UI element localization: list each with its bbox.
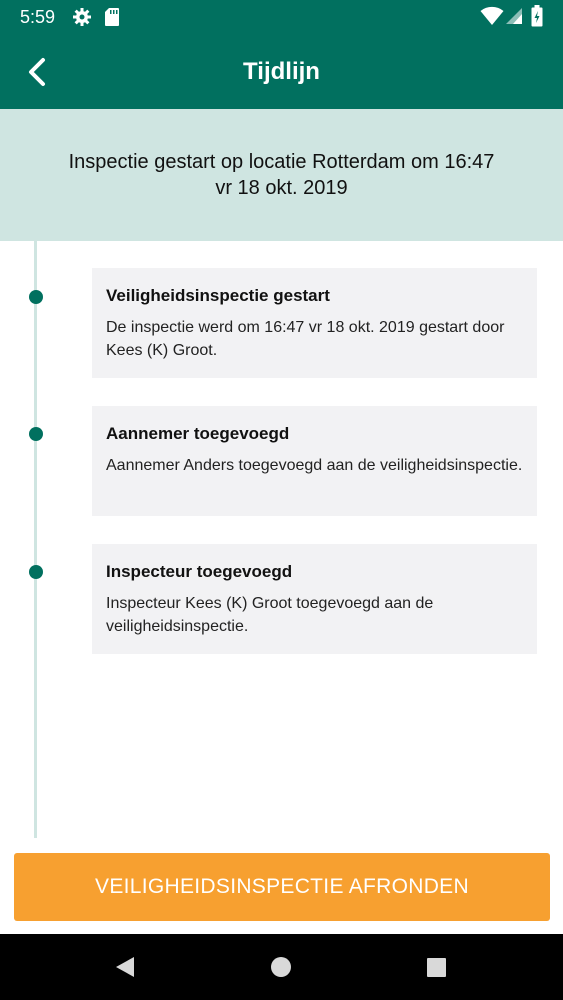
page-title: Tijdlijn bbox=[243, 58, 320, 85]
timeline-event-card bbox=[92, 406, 537, 516]
timeline-event-card bbox=[92, 268, 537, 378]
finish-inspection-button[interactable]: VEILIGHEIDSINSPECTIE AFRONDEN bbox=[14, 853, 550, 921]
recents-square-icon[interactable] bbox=[427, 958, 446, 982]
event-description: Inspecteur Kees (K) Groot toegevoegd aan de veiligheidsinspectie. bbox=[106, 595, 434, 635]
event-title: Veiligheidsinspectie gestart bbox=[106, 286, 330, 305]
event-description: De inspectie werd om 16:47 vr 18 okt. 2019 gestart door Kees (K) Groot. bbox=[106, 319, 505, 359]
timeline-line bbox=[34, 241, 37, 838]
status-time: 5:59 bbox=[20, 7, 56, 27]
sd-card-icon bbox=[104, 7, 120, 32]
battery-icon bbox=[531, 5, 543, 32]
timeline-dot bbox=[29, 427, 43, 441]
timeline-dot bbox=[29, 565, 43, 579]
status-bar bbox=[0, 0, 563, 34]
signal-icon bbox=[505, 7, 523, 30]
event-title: Inspecteur toegevoegd bbox=[106, 562, 293, 581]
app-bar bbox=[0, 34, 563, 109]
event-description: Aannemer Anders toegevoegd aan de veiligheidsinspectie. bbox=[106, 457, 523, 474]
timeline-event-card bbox=[92, 544, 537, 654]
system-nav-bar bbox=[0, 934, 563, 1000]
wifi-icon bbox=[480, 6, 504, 31]
home-circle-icon[interactable] bbox=[271, 957, 291, 982]
inspection-banner bbox=[0, 109, 563, 241]
back-triangle-icon[interactable] bbox=[114, 956, 136, 983]
gear-icon bbox=[72, 7, 92, 32]
timeline-dot bbox=[29, 290, 43, 304]
banner-text: Inspectie gestart op locatie Rotterdam om 16:47 vr 18 okt. 2019 bbox=[68, 151, 495, 199]
event-title: Aannemer toegevoegd bbox=[106, 424, 290, 443]
